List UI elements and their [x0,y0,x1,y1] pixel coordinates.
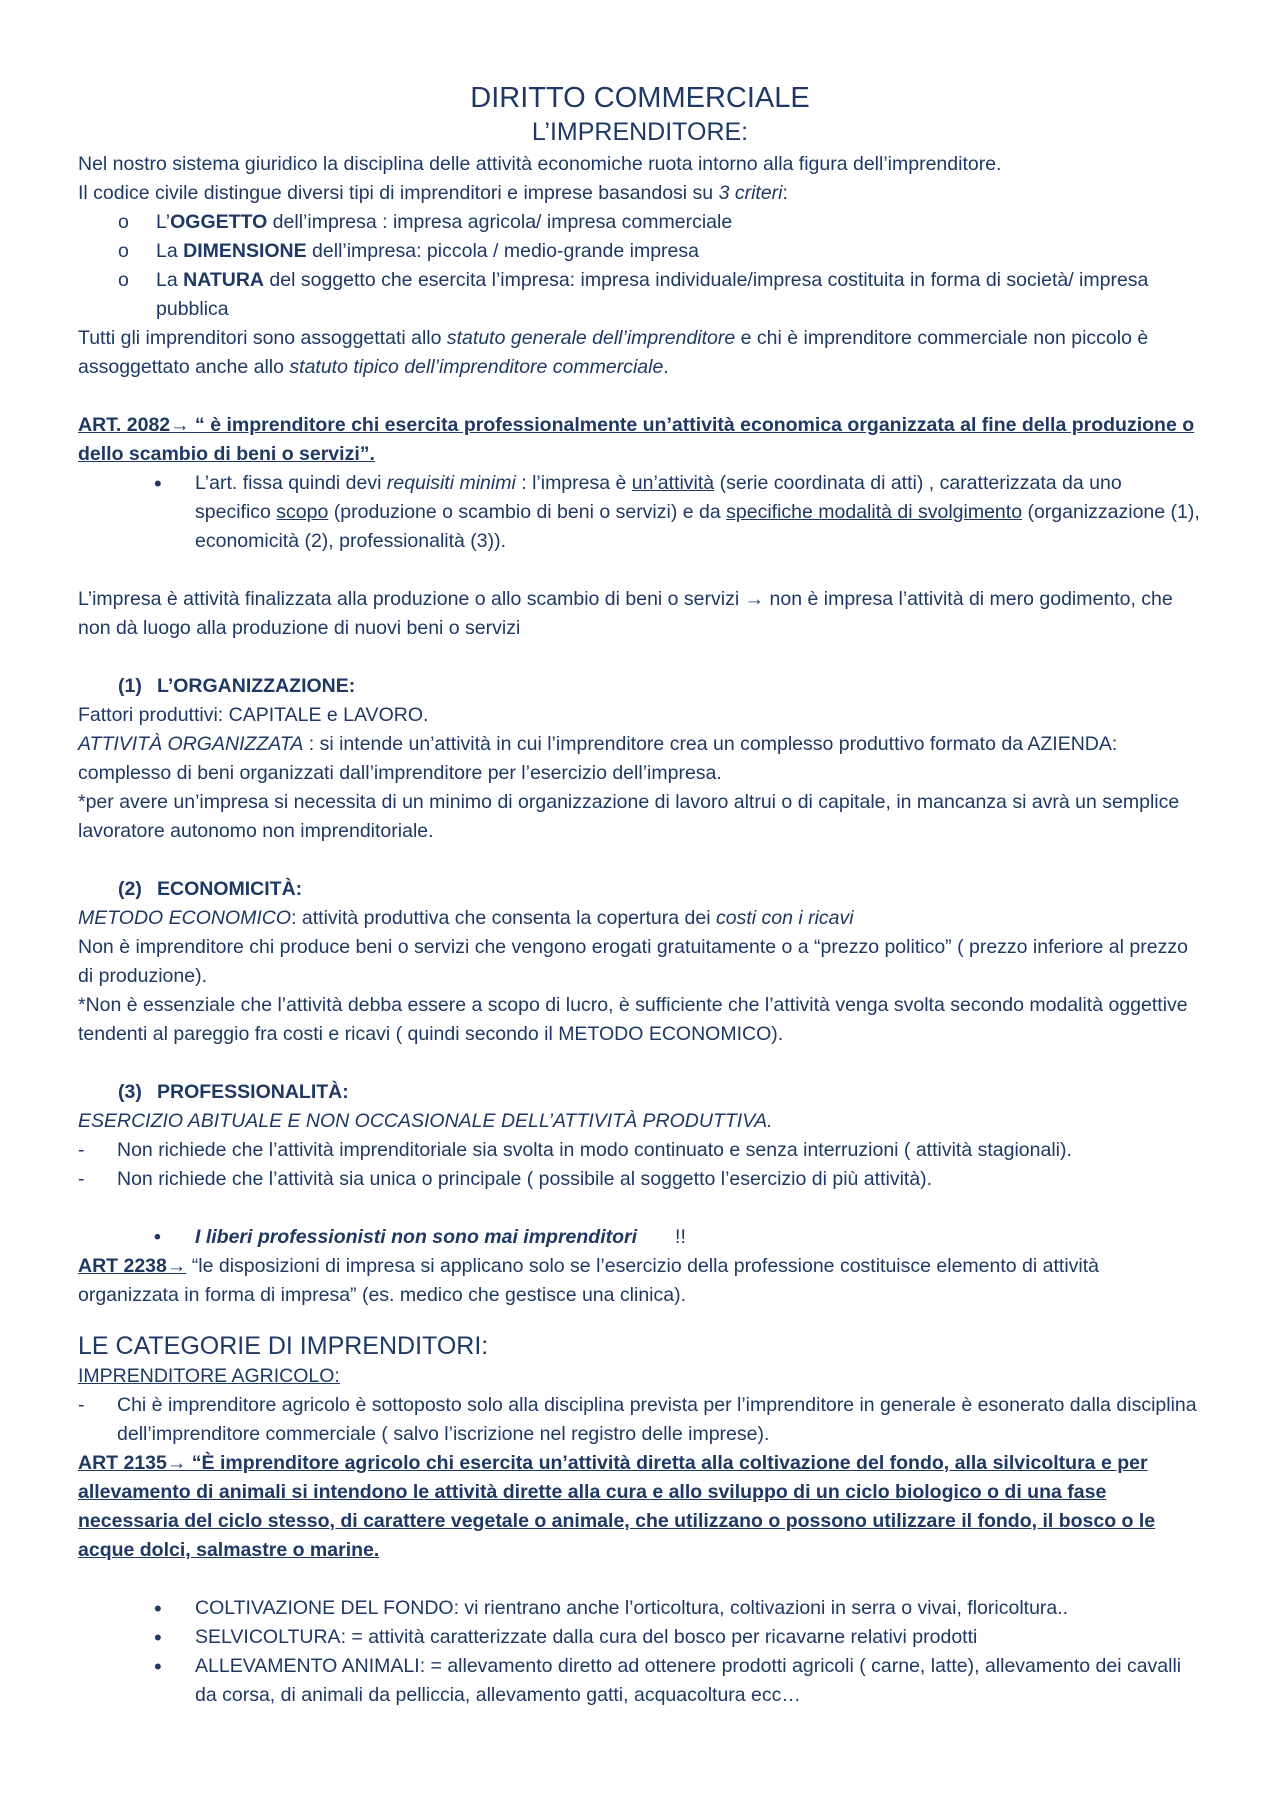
section-heading-organizzazione: (1) L’ORGANIZZAZIONE: [118,675,356,697]
art-2082-definition: ART. 2082→ “ è imprenditore chi esercita professionalmente un’attività economica organizzata al fine della produzione o dello scambio di beni o servizi”. [78,414,1195,465]
list-item: - Non richiede che l’attività imprenditoriale sia svolta in modo continuato e senza interruzioni ( attività stagionali). [78,1136,1202,1165]
list-item: • ALLEVAMENTO ANIMALI: = allevamento diretto ad ottenere prodotti agricoli ( carne, latte), allevamento dei cavalli da corsa, di animali da pelliccia, allevamento gatti, acquacoltura ecc… [78,1652,1202,1710]
document-subtitle: L’IMPRENDITORE: [531,118,749,146]
arrow-right-icon: → [170,414,190,436]
prof-dash-list [78,1136,1202,1194]
list-item: • COLTIVAZIONE DEL FONDO: vi rientrano anche l’orticoltura, coltivazioni in serra o vivai, floricoltura.. [78,1594,1202,1623]
list-item: - Non richiede che l’attività sia unica o principale ( possibile al soggetto l’esercizio di più attività). [78,1165,1202,1194]
section-heading-economicita: (2) ECONOMICITÀ: [118,878,303,900]
categorie-heading: LE CATEGORIE DI IMPRENDITORI: [78,1332,489,1360]
intro-line-2: Il codice civile distingue diversi tipi di imprenditori e imprese basandosi su 3 criteri: [78,182,788,204]
org-line-3: *per avere un’impresa si necessita di un minimo di organizzazione di lavoro altrui o di capitale, in mancanza si avrà un semplice lavoratore autonomo non imprenditoriale. [78,791,1180,842]
arrow-right-icon: → [166,1452,187,1474]
agricolo-dash-list [78,1391,1202,1449]
criteria-item-oggetto: o L’OGGETTO dell’impresa : impresa agricola/ impresa commerciale [78,208,1202,237]
criteria-item-dimensione: o La DIMENSIONE dell’impresa: piccola / medio-grande impresa [78,237,1202,266]
impresa-paragraph: L’impresa è attività finalizzata alla produzione o allo scambio di beni o servizi → non è impresa l’attività di mero godimento, che non dà luogo alla produzione di nuovi beni o servizi [78,588,1173,639]
art-2082-bullets [78,469,1202,556]
art-2238-paragraph: ART 2238→ “le disposizioni di impresa si applicano solo se l’esercizio della professione costituisce elemento di attività organizzata in forma di impresa” (es. medico che gestisce una clinica). [78,1255,1099,1306]
liberi-professionisti-note: • I liberi professionisti non sono mai imprenditori !! [78,1223,1202,1252]
agricolo-bullets [78,1594,1202,1710]
art-2135-definition: ART 2135→ “È imprenditore agricolo chi esercita un’attività diretta alla coltivazione del fondo, alla silvicoltura e per allevamento di animali si intendono le attività dirette alla cura e allo sviluppo di un ciclo biologico o di una fase necessaria del ciclo stesso, di carattere vegetale o animale, che utilizzano o possono utilizzare il fondo, il bosco o le acque dolci, salmastre o marine. [78,1452,1156,1561]
intro-line-1: Nel nostro sistema giuridico la disciplina delle attività economiche ruota intorno alla figura dell’imprenditore. [78,153,1002,175]
criteria-item-natura: o La NATURA del soggetto che esercita l’impresa: impresa individuale/impresa costituita in forma di società/ impresa pubblica [78,266,1202,324]
eco-line-1: METODO ECONOMICO: attività produttiva che consenta la copertura dei costi con i ricavi [78,907,854,929]
arrow-right-icon: → [166,1255,187,1277]
section-heading-professionalita: (3) PROFESSIONALITÀ: [118,1081,349,1103]
org-line-2: ATTIVITÀ ORGANIZZATA : si intende un’attività in cui l’imprenditore crea un complesso produttivo formato da AZIENDA: complesso di beni organizzati dall’imprenditore per l’esercizio dell’impresa. [78,733,1118,784]
org-line-1: Fattori produttivi: CAPITALE e LAVORO. [78,704,429,726]
eco-line-2: Non è imprenditore chi produce beni o servizi che vengono erogati gratuitamente o a “prezzo politico” ( prezzo inferiore al prezzo di produzione). [78,936,1188,987]
prof-line-1: ESERCIZIO ABITUALE E NON OCCASIONALE DELL’ATTIVITÀ PRODUTTIVA. [78,1110,773,1132]
list-item: • SELVICOLTURA: = attività caratterizzate dalla cura del bosco per ricavarne relativi prodotti [78,1623,1202,1652]
arrow-right-icon: → [744,588,765,610]
list-item: • L’art. fissa quindi devi requisiti minimi : l’impresa è un’attività (serie coordinata di atti) , caratterizzata da uno specifico scopo (produzione o scambio di beni o servizi) e da specifiche modalità di svolgimento (organizzazione (1), economicità (2), professionalità (3)). [78,469,1202,556]
eco-line-3: *Non è essenziale che l’attività debba essere a scopo di lucro, è sufficiente che l’attività venga svolta secondo modalità oggettive tendenti al pareggio fra costi e ricavi ( quindi secondo il METODO ECONOMICO). [78,994,1188,1045]
statute-paragraph: Tutti gli imprenditori sono assoggettati allo statuto generale dell’imprenditore e chi è imprenditore commerciale non piccolo è assoggettato anche allo statuto tipico dell’imprenditore commerciale. [78,327,1149,378]
agricolo-subheading: IMPRENDITORE AGRICOLO: [78,1365,340,1387]
list-item: - Chi è imprenditore agricolo è sottoposto solo alla disciplina prevista per l’imprenditore in generale è esonerato dalla disciplina dell’imprenditore commerciale ( salvo l’iscrizione nel registro delle imprese). [78,1391,1202,1449]
document-title: DIRITTO COMMERCIALE [470,82,810,114]
criteria-list [78,208,1202,324]
